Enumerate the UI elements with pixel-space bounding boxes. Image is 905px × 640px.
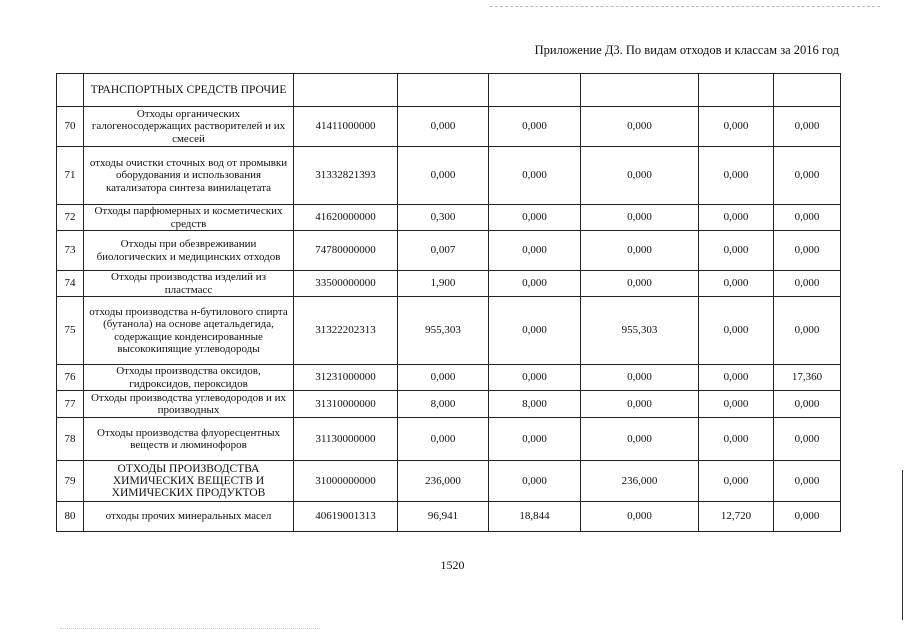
cell-v2: 0,000 [489, 205, 581, 231]
table-row [57, 502, 841, 532]
page-number: 1520 [440, 558, 465, 572]
cell-name: Отходы парфюмерных и косметических средств [84, 205, 294, 231]
cell-name: ОТХОДЫ ПРОИЗВОДСТВА ХИМИЧЕСКИХ ВЕЩЕСТВ И ХИМИЧЕСКИХ ПРОДУКТОВ [84, 461, 294, 502]
cell-name: Отходы производства флуоресцентных веществ и люминофоров [84, 418, 294, 461]
cell-v5: 0,000 [774, 271, 841, 297]
table-row [57, 461, 841, 502]
cell-v4: 0,000 [699, 461, 774, 502]
table-row [57, 231, 841, 271]
cell-v2: 0,000 [489, 418, 581, 461]
appendix-caption: Приложение Д3. По видам отходов и классам за 2016 год [534, 43, 839, 57]
cell-v3: 0,000 [581, 418, 699, 461]
cell-name: Отходы при обезвреживании биологических и медицинских отходов [84, 231, 294, 271]
cell-v2: 0,000 [489, 365, 581, 391]
cell-num: 74 [57, 271, 84, 297]
cell-v3: 0,000 [581, 271, 699, 297]
cell-v1: 8,000 [398, 391, 489, 418]
scan-artifact-top [490, 6, 880, 7]
cell-v1: 0,007 [398, 231, 489, 271]
cell-v5: 0,000 [774, 297, 841, 365]
cell-name: Отходы производства оксидов, гидроксидов, пероксидов [84, 365, 294, 391]
cell-name: Отходы производства изделий из пластмасс [84, 271, 294, 297]
cell-name: Отходы органических галогеносодержащих растворителей и их смесей [84, 107, 294, 147]
cell-v4: 12,720 [699, 502, 774, 532]
table-row [57, 391, 841, 418]
cell-code: 74780000000 [294, 231, 398, 271]
cell-v2: 18,844 [489, 502, 581, 532]
cell-num: 75 [57, 297, 84, 365]
cell-v3: 0,000 [581, 205, 699, 231]
cell-v5: 0,000 [774, 391, 841, 418]
cell-v4: 0,000 [699, 365, 774, 391]
cell-v3: 0,000 [581, 107, 699, 147]
table-row-partial [57, 74, 841, 107]
waste-table [56, 73, 841, 532]
cell-v3: 0,000 [581, 502, 699, 532]
cell-v1: 0,000 [398, 418, 489, 461]
cell-v5: 0,000 [774, 205, 841, 231]
cell-v1: 0,300 [398, 205, 489, 231]
table-row [57, 418, 841, 461]
cell-v5: 0,000 [774, 107, 841, 147]
cell-num: 77 [57, 391, 84, 418]
table-row [57, 297, 841, 365]
cell-v2: 0,000 [489, 461, 581, 502]
cell-v3: 0,000 [581, 391, 699, 418]
cell-v2: 8,000 [489, 391, 581, 418]
cell-num: 71 [57, 147, 84, 205]
cell-code: 31310000000 [294, 391, 398, 418]
cell-v5: 0,000 [774, 418, 841, 461]
scan-artifact-edge [902, 470, 903, 620]
cell-v4: 0,000 [699, 391, 774, 418]
cell-v2: 0,000 [489, 297, 581, 365]
cell-num: 80 [57, 502, 84, 532]
cell-code: 31130000000 [294, 418, 398, 461]
cell-code: 41620000000 [294, 205, 398, 231]
cell-num: 70 [57, 107, 84, 147]
cell-v2: 0,000 [489, 147, 581, 205]
cell-code: 31322202313 [294, 297, 398, 365]
cell-v4: 0,000 [699, 271, 774, 297]
cell-v5: 0,000 [774, 231, 841, 271]
cell-v5: 17,360 [774, 365, 841, 391]
cell-v4: 0,000 [699, 147, 774, 205]
cell-name: отходы прочих минеральных масел [84, 502, 294, 532]
cell-v3: 0,000 [581, 147, 699, 205]
table-row [57, 107, 841, 147]
table-row [57, 365, 841, 391]
cell-v1: 96,941 [398, 502, 489, 532]
cell-v2: 0,000 [489, 107, 581, 147]
cell-v4: 0,000 [699, 418, 774, 461]
cell-num: 72 [57, 205, 84, 231]
cell-v4: 0,000 [699, 107, 774, 147]
cell-num: 78 [57, 418, 84, 461]
cell-code: 31332821393 [294, 147, 398, 205]
cell-name: отходы очистки сточных вод от промывки оборудования и использования катализатора синтеза винилацетата [84, 147, 294, 205]
cell-code: 33500000000 [294, 271, 398, 297]
cell-v1: 955,303 [398, 297, 489, 365]
cell-v2: 0,000 [489, 231, 581, 271]
cell-code: 40619001313 [294, 502, 398, 532]
cell-name: ТРАНСПОРТНЫХ СРЕДСТВ ПРОЧИЕ [84, 74, 294, 107]
cell-num: 79 [57, 461, 84, 502]
cell-name: Отходы производства углеводородов и их производных [84, 391, 294, 418]
scan-artifact-bottom [60, 628, 320, 629]
table-row [57, 205, 841, 231]
cell-num [57, 74, 84, 107]
cell-num: 73 [57, 231, 84, 271]
cell-num: 76 [57, 365, 84, 391]
cell-name: отходы производства н-бутилового спирта (бутанола) на основе ацетальдегида, содержащие конденсированные высококипящие углеводороды [84, 297, 294, 365]
cell-v5: 0,000 [774, 461, 841, 502]
cell-v3: 0,000 [581, 365, 699, 391]
cell-v1: 0,000 [398, 107, 489, 147]
cell-code: 31000000000 [294, 461, 398, 502]
cell-v3: 955,303 [581, 297, 699, 365]
cell-code: 31231000000 [294, 365, 398, 391]
cell-v1: 1,900 [398, 271, 489, 297]
cell-v4: 0,000 [699, 297, 774, 365]
table-row [57, 147, 841, 205]
cell-v4: 0,000 [699, 205, 774, 231]
cell-v5: 0,000 [774, 502, 841, 532]
table-row [57, 271, 841, 297]
cell-v1: 0,000 [398, 147, 489, 205]
cell-v4: 0,000 [699, 231, 774, 271]
cell-v3: 236,000 [581, 461, 699, 502]
cell-v5: 0,000 [774, 147, 841, 205]
cell-v1: 236,000 [398, 461, 489, 502]
cell-v3: 0,000 [581, 231, 699, 271]
cell-v1: 0,000 [398, 365, 489, 391]
cell-code: 41411000000 [294, 107, 398, 147]
cell-v2: 0,000 [489, 271, 581, 297]
